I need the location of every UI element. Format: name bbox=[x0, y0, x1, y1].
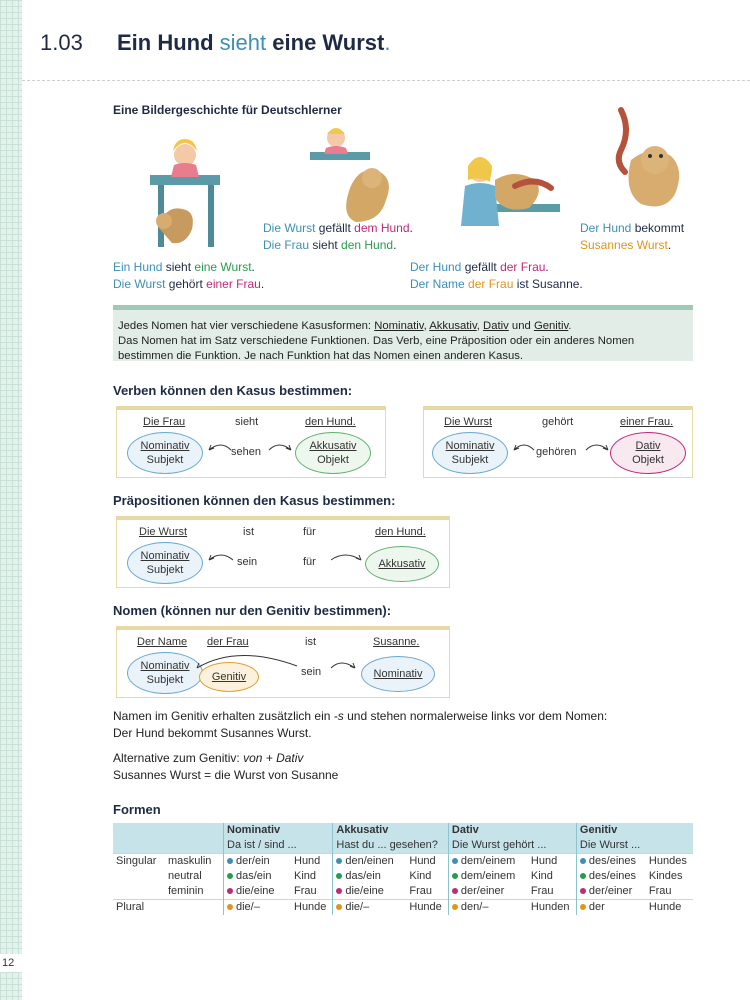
gender-dot-icon bbox=[580, 888, 586, 894]
story-heading: Eine Bildergeschichte für Deutschlerner bbox=[113, 103, 342, 117]
illustration-woman-eating bbox=[130, 135, 230, 255]
verb-example-gehoeren: Die Wurst gehört einer Frau. Nominativ Subjekt gehören Dativ Objekt bbox=[423, 406, 693, 478]
arrow-icon bbox=[203, 436, 298, 456]
gender-dot-icon bbox=[336, 873, 342, 879]
formen-table bbox=[113, 823, 693, 915]
gender-dot-icon bbox=[227, 904, 233, 910]
gender-dot-icon bbox=[452, 904, 458, 910]
table-row-singular: Singular maskulin neutral feminin der/ein Hund das/ein Kind die/eine Frau den/einen Hund das/ein Kind die/eine Frau dem/einem Hund dem/einem Kind der/einer Frau des/eines Hundes des/eines Kindes der/einer Frau bbox=[113, 854, 693, 900]
genitiv-note: Namen im Genitiv erhalten zusätzlich ein -s und stehen normalerweise links vor dem Nomen: Der Hund bekommt Susannes Wurst. bbox=[113, 709, 608, 740]
gender-dot-icon bbox=[336, 858, 342, 864]
nominativ-oval-2: Nominativ bbox=[361, 656, 435, 692]
illustration-dog-with-sausage bbox=[595, 100, 695, 215]
page-header bbox=[22, 0, 750, 81]
table-header-row: Nominativ Akkusativ Dativ Genitiv bbox=[113, 823, 693, 838]
gender-dot-icon bbox=[227, 873, 233, 879]
arrow-icon bbox=[187, 644, 367, 674]
gender-dot-icon bbox=[580, 858, 586, 864]
genitiv-oval: Genitiv bbox=[199, 662, 259, 692]
gender-dot-icon bbox=[452, 888, 458, 894]
nominativ-singular-cell: der/ein Hund das/ein Kind die/eine Frau bbox=[224, 854, 333, 900]
akkusativ-oval: Akkusativ bbox=[365, 546, 439, 582]
page-title: Ein Hund sieht eine Wurst. bbox=[117, 30, 391, 55]
praep-example: Die Wurst ist für den Hund. Nominativ Subjekt sein für Akkusativ bbox=[116, 516, 450, 588]
table-question-row: Da ist / sind ... Hast du ... gesehen? Die Wurst gehört ... Die Wurst ... bbox=[113, 838, 693, 854]
info-box: Jedes Nomen hat vier verschiedene Kasusformen: Nominativ, Akkusativ, Dativ und Genitiv. Das Nomen hat im Satz verschiedene Funktionen. Das Verb, eine Präposition oder ein anderes Nomen bestimmen die Funktion. Je nach Funktion hat das Nomen einen anderen Kasus. bbox=[113, 305, 693, 361]
formen-heading: Formen bbox=[113, 802, 161, 817]
genitiv-singular-cell: des/eines Hundes des/eines Kindes der/einer Frau bbox=[576, 854, 693, 900]
table-row-plural: Plural die/– Hunde die/– Hunde den/– Hunden der Hunde bbox=[113, 900, 693, 916]
arrow-icon bbox=[508, 436, 613, 456]
nominativ-oval: Nominativ Subjekt bbox=[127, 652, 203, 694]
verben-heading: Verben können den Kasus bestimmen: bbox=[113, 383, 353, 398]
caption-3: Der Hund gefällt der Frau. Der Name der Frau ist Susanne. bbox=[410, 260, 583, 291]
nominativ-oval: Nominativ Subjekt bbox=[127, 432, 203, 474]
verb-example-sehen: Die Frau sieht den Hund. Nominativ Subjekt sehen Akkusativ Objekt bbox=[116, 406, 386, 478]
praep-heading: Präpositionen können den Kasus bestimmen: bbox=[113, 493, 396, 508]
akkusativ-oval: Akkusativ Objekt bbox=[295, 432, 371, 474]
gender-dot-icon bbox=[580, 904, 586, 910]
gender-dot-icon bbox=[336, 904, 342, 910]
section-number: 1.03 bbox=[40, 30, 83, 55]
illustration-woman-hugging-dog bbox=[455, 140, 565, 245]
illustration-dog-woman-table bbox=[300, 128, 410, 233]
alternative-note: Alternative zum Genitiv: von + Dativ Susannes Wurst = die Wurst von Susanne bbox=[113, 751, 339, 782]
gender-dot-icon bbox=[452, 858, 458, 864]
dativ-singular-cell: dem/einem Hund dem/einem Kind der/einer Frau bbox=[448, 854, 576, 900]
arrow-icon bbox=[203, 546, 368, 566]
page-number: 12 bbox=[0, 954, 30, 972]
gender-dot-icon bbox=[336, 888, 342, 894]
gender-dot-icon bbox=[227, 858, 233, 864]
caption-1: Ein Hund sieht eine Wurst. Die Wurst gehört einer Frau. bbox=[113, 260, 265, 291]
nominativ-oval: Nominativ Subjekt bbox=[432, 432, 508, 474]
nominativ-oval: Nominativ Subjekt bbox=[127, 542, 203, 584]
gender-dot-icon bbox=[452, 873, 458, 879]
gender-dot-icon bbox=[227, 888, 233, 894]
akkusativ-singular-cell: den/einen Hund das/ein Kind die/eine Frau bbox=[333, 854, 449, 900]
caption-2: Die Wurst gefällt dem Hund. Die Frau sieht den Hund. bbox=[263, 221, 413, 252]
nomen-example: Der Name der Frau ist Susanne. Nominativ Subjekt Genitiv sein Nominativ bbox=[116, 626, 450, 698]
caption-4: Der Hund bekommt Susannes Wurst. bbox=[580, 221, 685, 252]
margin-grid-decoration bbox=[0, 0, 22, 1000]
gender-dot-icon bbox=[580, 873, 586, 879]
dativ-oval: Dativ Objekt bbox=[610, 432, 686, 474]
nomen-heading: Nomen (können nur den Genitiv bestimmen): bbox=[113, 603, 392, 618]
